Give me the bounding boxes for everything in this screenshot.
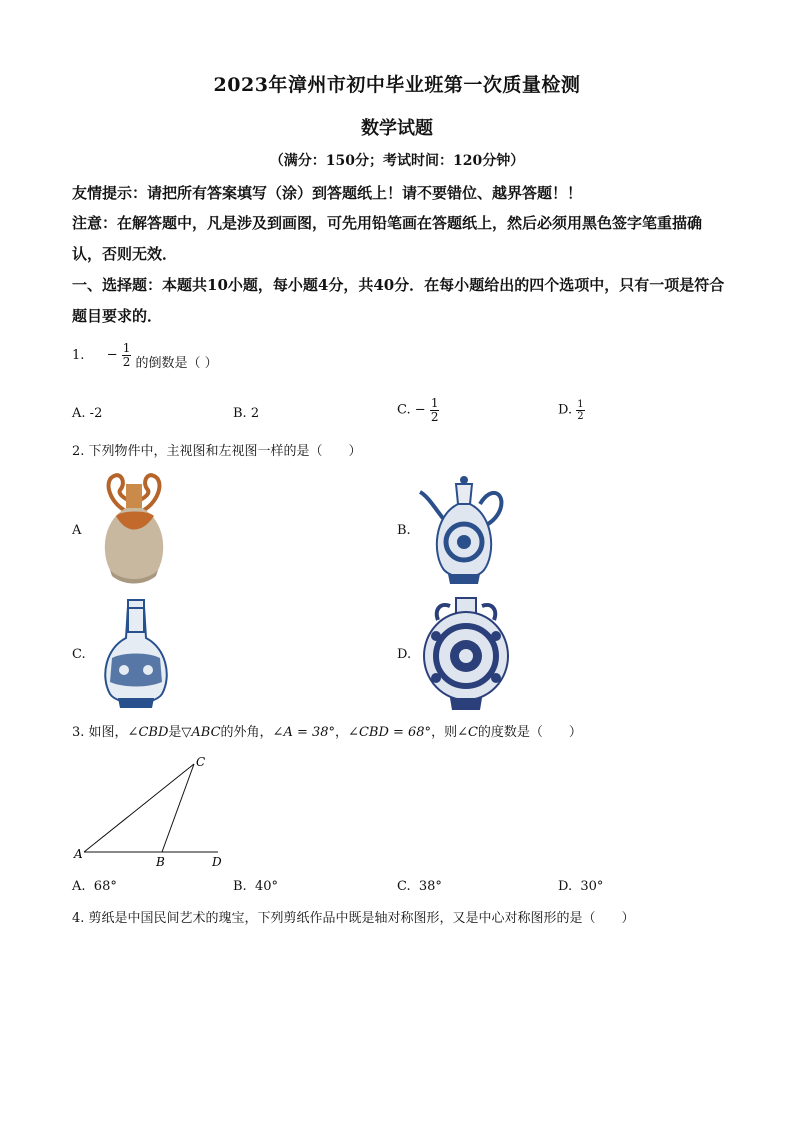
attention-note: 注意：在解答题中，凡是涉及到画图，可先用铅笔画在答题纸上，然后必须用黑色签字笔重描确认，否则无效． xyxy=(72,214,703,263)
q1-option-b[interactable]: B. 2 xyxy=(233,406,260,421)
exam-subject: 数学试题 xyxy=(361,118,433,139)
tall-blue-white-vase-image[interactable] xyxy=(100,598,172,710)
blue-white-ewer-image[interactable] xyxy=(418,474,506,586)
dragon-handle-vase-image[interactable] xyxy=(98,470,170,588)
point-d-label: D xyxy=(212,855,222,866)
q3-option-c[interactable]: C. 38° xyxy=(397,879,442,894)
vertex-c-label: C xyxy=(196,755,206,769)
minus-sign: − xyxy=(106,347,118,363)
triangle-abc: ▽ABC xyxy=(181,725,221,740)
moon-flask-image[interactable] xyxy=(420,596,512,712)
q2-option-d-label[interactable]: D. xyxy=(397,647,412,662)
question-number: 1. xyxy=(72,348,85,363)
q1-option-a[interactable]: A. -2 xyxy=(72,406,103,421)
q3-option-b[interactable]: B. 40° xyxy=(233,879,278,894)
vertex-b-label: B xyxy=(156,855,165,866)
question-stem: 的倒数是（ ） xyxy=(135,356,218,371)
question-1 xyxy=(72,342,218,373)
q2-option-b-label[interactable]: B. xyxy=(397,523,411,538)
q2-option-c-label[interactable]: C. xyxy=(72,647,86,662)
vertex-a-label: A xyxy=(74,847,83,861)
question-4: 4. 剪纸是中国民间艺术的瑰宝，下列剪纸作品中既是轴对称图形，又是中心对称图形的是（ ） xyxy=(72,911,635,926)
question-3: 3. 如图，∠CBD是▽ABC的外角，∠A = 38°，∠CBD = 68°，则∠C的度数是（ ） xyxy=(72,725,582,740)
q1-option-c[interactable]: C. − $\frac{1}{2}$ xyxy=(397,396,439,424)
angle-cbd-value: ∠CBD = 68° xyxy=(348,725,432,740)
angle-c: ∠C xyxy=(457,725,478,740)
q1-option-d[interactable]: D. $\frac{1}{2}$ xyxy=(558,399,584,422)
q2-option-a-label[interactable]: A xyxy=(72,523,82,538)
q3-option-d[interactable]: D. 30° xyxy=(558,879,604,894)
exam-info: （满分：150分；考试时间：120分钟） xyxy=(269,153,525,169)
friendly-tip: 友情提示：请把所有答案填写（涂）到答题纸上！请不要错位、越界答题！！ xyxy=(72,184,583,202)
question-2: 2. 下列物件中，主视图和左视图一样的是（ ） xyxy=(72,444,362,459)
angle-a-value: ∠A = 38° xyxy=(272,725,336,740)
exam-title: 2023年漳州市初中毕业班第一次质量检测 xyxy=(213,74,581,96)
q3-option-a[interactable]: A. 68° xyxy=(72,879,117,894)
fraction: $\frac{1}{2}$ xyxy=(122,341,131,369)
section-heading: 一、选择题：本题共10小题，每小题4分，共40分．在每小题给出的四个选项中，只有一项是符合题目要求的． xyxy=(72,276,725,325)
triangle-figure xyxy=(70,752,230,866)
angle-cbd: ∠CBD xyxy=(127,725,169,740)
